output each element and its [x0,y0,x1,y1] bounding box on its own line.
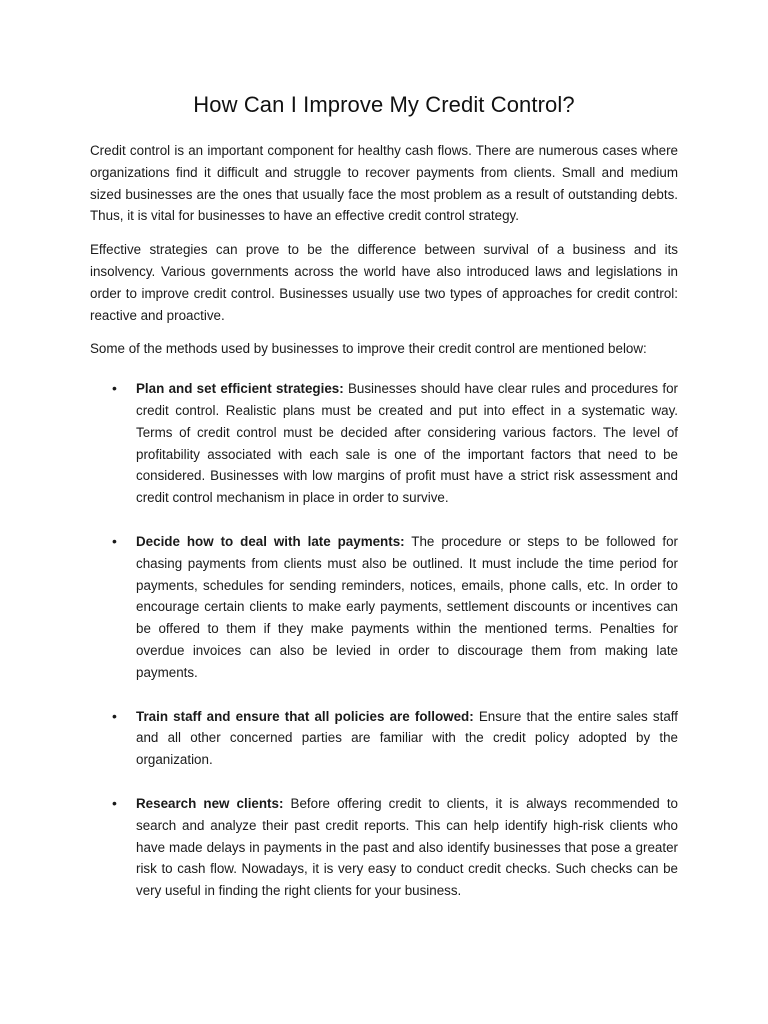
list-item [90,378,678,509]
list-item-heading: Train staff and ensure that all policies are followed: [136,708,474,724]
methods-intro-paragraph: Some of the methods used by businesses to improve their credit control are mentioned below: [90,341,647,357]
list-item-heading: Decide how to deal with late payments: [136,533,405,549]
intro-paragraph: Credit control is an important component for healthy cash flows. There are numerous cases where organizations find it difficult and struggle to recover payments from clients. Small and medium sized businesses are the ones that usually face the most problem as a result of outstanding debts. Thus, it is vital for businesses to have an effective credit control strategy. [90,143,678,224]
list-item-text: Businesses should have clear rules and procedures for credit control. Realistic plans must be created and put into effect in a systematic way. Terms of credit control must be decided after considering various factors. The level of profitability associated with each sale is one of the important factors that need to be considered. Businesses with low margins of profit must have a strict risk assessment and credit control mechanism in place in order to survive. [136,381,678,506]
bullet-icon: • [112,707,117,724]
list-item [90,706,678,771]
bullet-icon: • [112,794,117,811]
page-title: How Can I Improve My Credit Control? [193,92,575,117]
bullet-icon: • [112,532,117,549]
strategies-paragraph: Effective strategies can prove to be the difference between survival of a business and its insolvency. Various governments across the world have also introduced laws and legislations in order to improve credit control. Businesses usually use two types of approaches for credit control: reactive and proactive. [90,242,678,323]
list-item-text: The procedure or steps to be followed for chasing payments from clients must also be outlined. It must include the time period for payments, schedules for sending reminders, notices, emails, phone calls, etc. In order to encourage certain clients to make early payments, settlement discounts or incentives can be offered to them if they make payments within the mentioned terms. Penalties for overdue invoices can also be levied in order to discourage them from making late payments. [136,533,679,680]
methods-list [90,378,678,902]
list-item-heading: Research new clients: [136,795,284,811]
list-item [90,531,678,684]
bullet-icon: • [112,380,117,397]
list-item [90,793,678,902]
document-page [90,92,678,924]
list-item-text: Ensure that the entire sales staff and all other concerned parties are familiar with the credit policy adopted by the organization. [136,708,678,768]
list-item-text: Before offering credit to clients, it is always recommended to search and analyze their past credit reports. This can help identify high-risk clients who have made delays in payments in the past and also identify businesses that pose a greater risk to cash flow. Nowadays, it is very easy to conduct credit checks. Such checks can be very useful in finding the right clients for your business. [136,795,678,899]
list-item-heading: Plan and set efficient strategies: [136,381,344,397]
